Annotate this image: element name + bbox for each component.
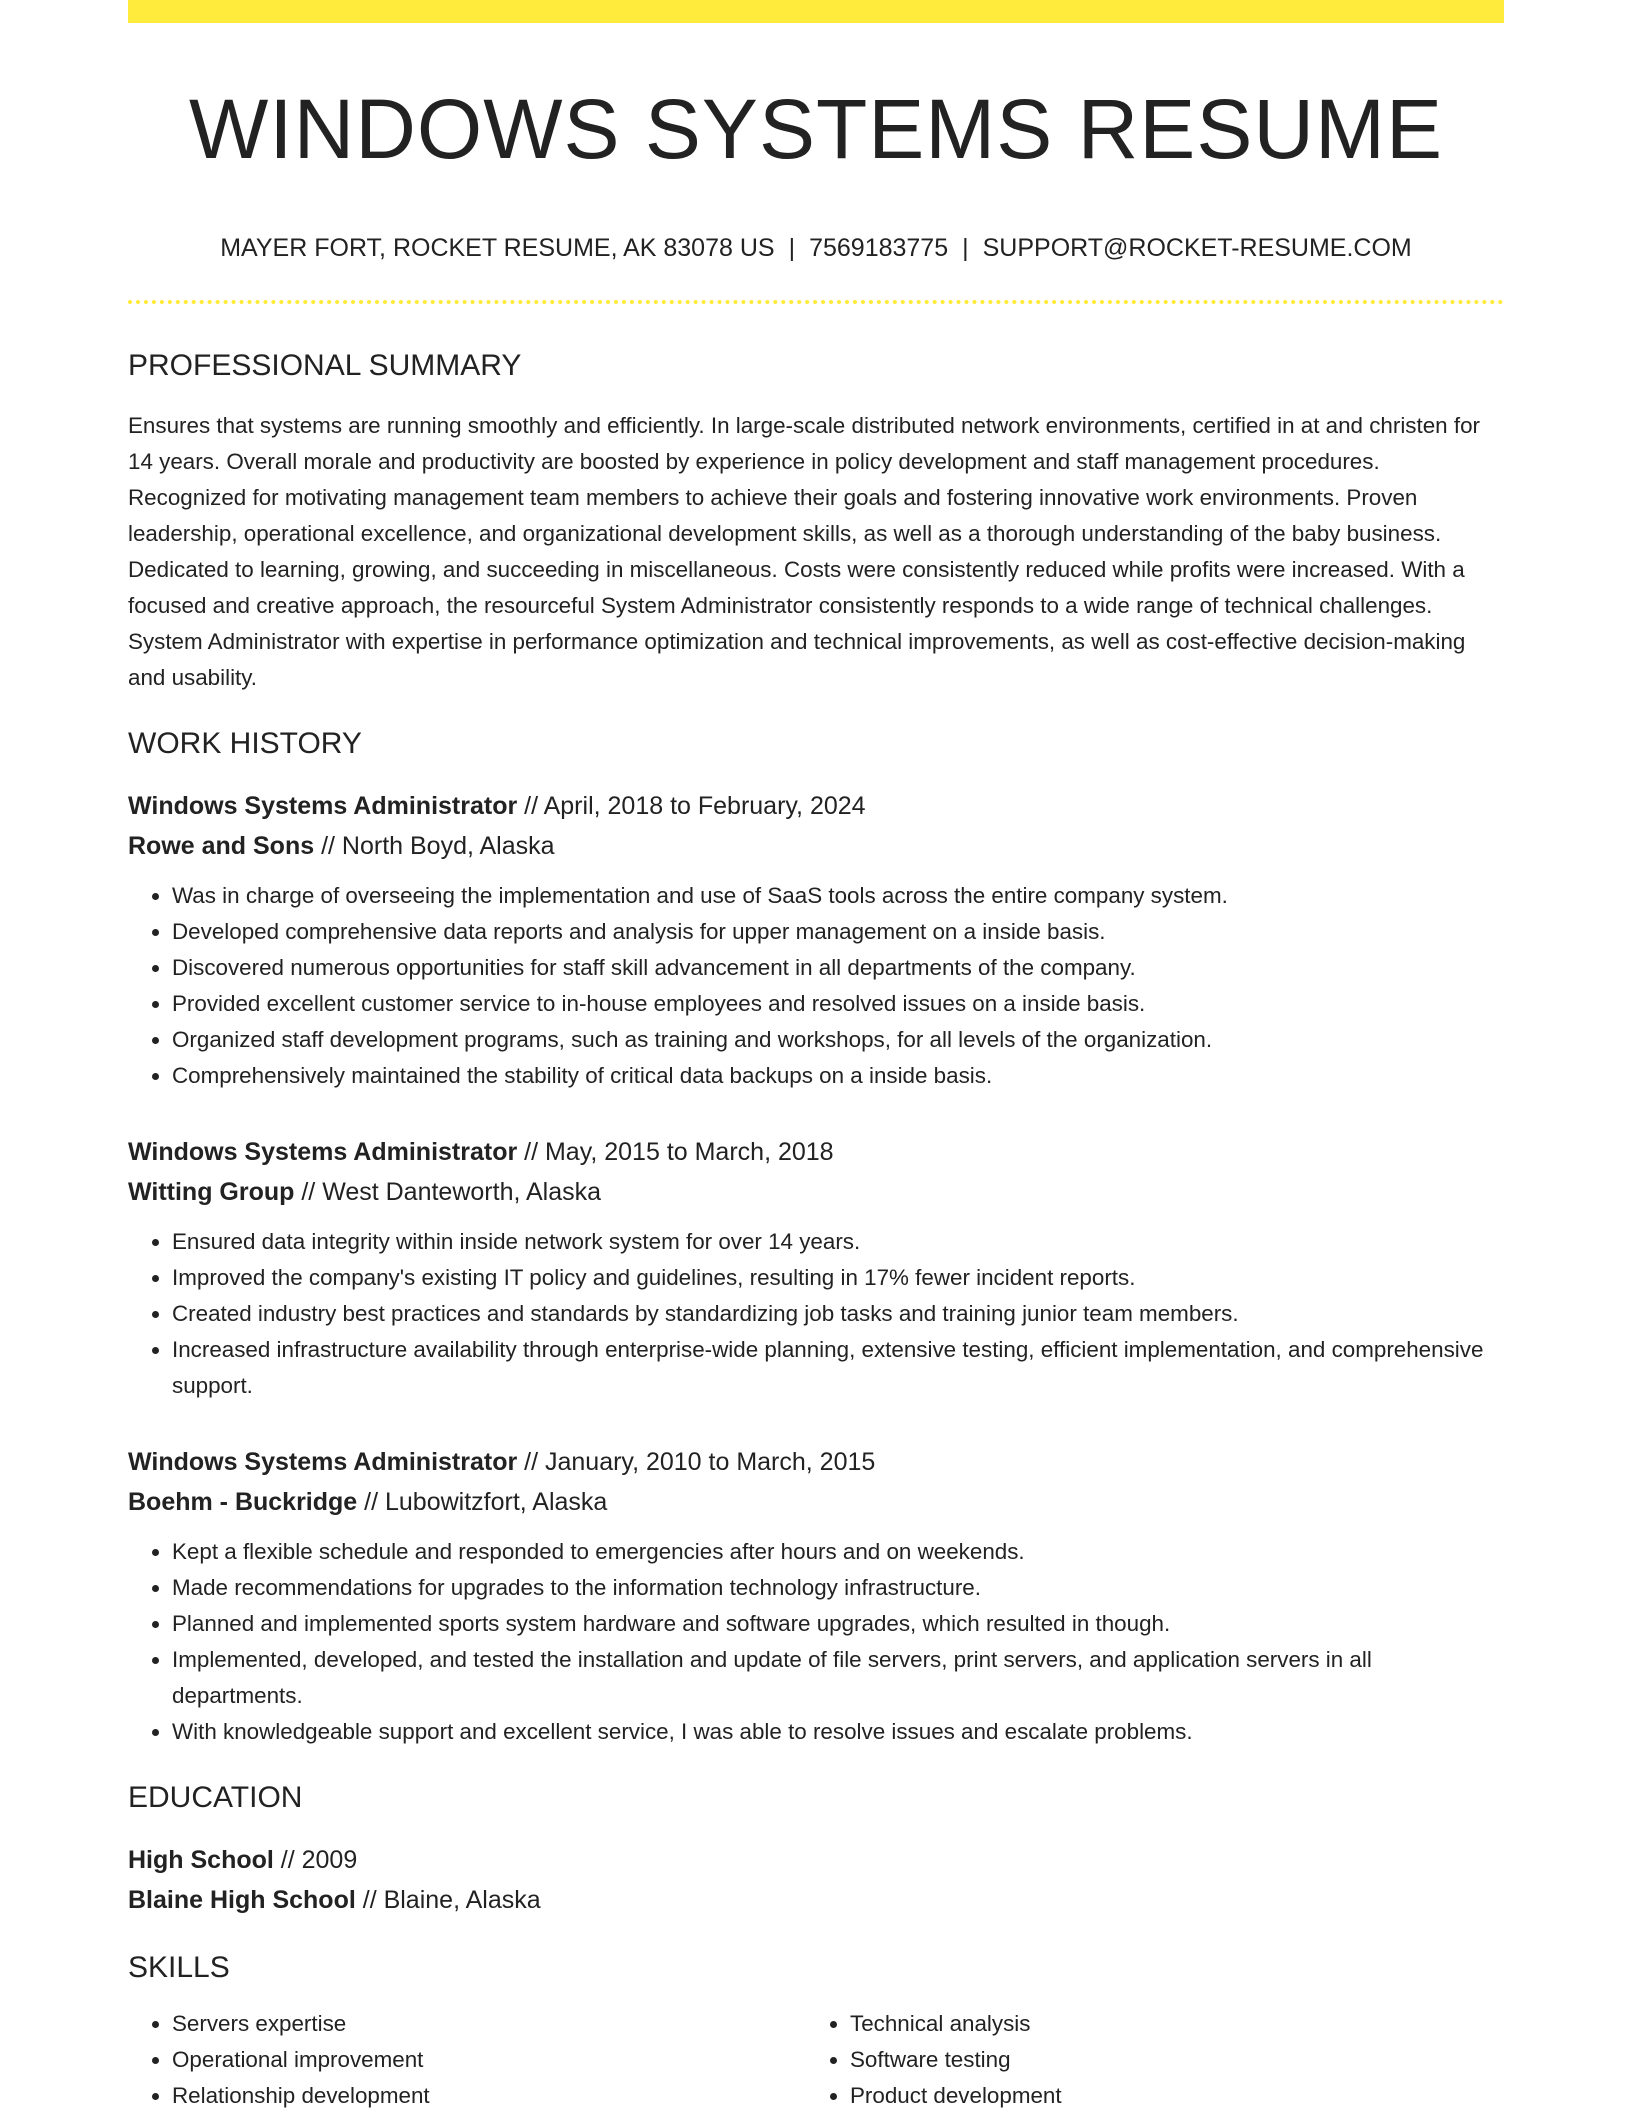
job-company-line <box>128 1172 1504 1212</box>
job-bullet: • Ensured data integrity within inside network system for over 14 years. <box>172 1224 1504 1260</box>
skills-heading: SKILLS <box>128 1951 230 1985</box>
education-heading: EDUCATION <box>128 1781 303 1815</box>
skill-item: • Servers expertise <box>172 2006 806 2042</box>
job-bullet: • Implemented, developed, and tested the installation and update of file servers, print servers, and application servers in all departments. <box>172 1642 1504 1714</box>
education-school: Blaine High School <box>128 1886 356 1915</box>
job-company: Rowe and Sons <box>128 832 315 861</box>
job-bullet: • Organized staff development programs, such as training and workshops, for all levels of the organization. <box>172 1022 1504 1058</box>
skill-item: • Operational improvement <box>172 2042 806 2078</box>
job-bullet: • Developed comprehensive data reports and analysis for upper management on a inside basis. <box>172 914 1504 950</box>
contact-separator: | <box>788 234 796 263</box>
education-entry <box>128 1840 1504 1920</box>
job-bullet: • Kept a flexible schedule and responded to emergencies after hours and on weekends. <box>172 1534 1504 1570</box>
job-company-line <box>128 826 1504 866</box>
education-school-line <box>128 1880 1504 1920</box>
skill-item: • Software testing <box>850 2042 1484 2078</box>
job-dates: // January, 2010 to March, 2015 <box>517 1448 876 1477</box>
job-bullets <box>128 1224 1504 1404</box>
job-location: // Lubowitzfort, Alaska <box>357 1488 608 1517</box>
job-bullet: • Discovered numerous opportunities for staff skill advancement in all departments of the company. <box>172 950 1504 986</box>
contact-email: SUPPORT@ROCKET-RESUME.COM <box>982 234 1412 263</box>
job-title: Windows Systems Administrator <box>128 792 518 821</box>
job-dates: // April, 2018 to February, 2024 <box>517 792 866 821</box>
skill-item: • Relationship development <box>172 2078 806 2112</box>
skills-column-right <box>806 2006 1484 2112</box>
job-bullet: • With knowledgeable support and excellent service, I was able to resolve issues and escalate problems. <box>172 1714 1504 1750</box>
skills-grid <box>128 2006 1504 2112</box>
contact-line <box>128 233 1504 263</box>
summary-heading: PROFESSIONAL SUMMARY <box>128 349 522 383</box>
job-location: // West Danteworth, Alaska <box>294 1178 602 1207</box>
contact-address: MAYER FORT, ROCKET RESUME, AK 83078 US <box>220 234 775 263</box>
accent-bar <box>128 0 1504 23</box>
job-title: Windows Systems Administrator <box>128 1448 518 1477</box>
job-location: // North Boyd, Alaska <box>314 832 555 861</box>
job-bullet: • Increased infrastructure availability through enterprise-wide planning, extensive testing, efficient implementation, and comprehensive support. <box>172 1332 1504 1404</box>
summary-text: Ensures that systems are running smoothly and efficiently. In large-scale distributed network environments, certified in at and christen for 14 years. Overall morale and productivity are boosted by experience in policy development and staff management procedures. Recognized for motivating management team members to achieve their goals and fostering innovative work environments. Proven leadership, operational excellence, and organizational development skills, as well as a thorough understanding of the baby business. Dedicated to learning, growing, and succeeding in miscellaneous. Costs were consistently reduced while profits were increased. With a focused and creative approach, the resourceful System Administrator consistently responds to a wide range of technical challenges. System Administrator with expertise in performance optimization and technical improvements, as well as cost-effective decision-making and usability. <box>128 413 1480 691</box>
job-bullet: • Provided excellent customer service to in-house employees and resolved issues on a inside basis. <box>172 986 1504 1022</box>
contact-phone: 7569183775 <box>809 234 949 263</box>
job-bullet: • Was in charge of overseeing the implementation and use of SaaS tools across the entire company system. <box>172 878 1504 914</box>
contact-separator: | <box>962 234 969 263</box>
job-company: Boehm - Buckridge <box>128 1488 358 1517</box>
work-history-heading: WORK HISTORY <box>128 727 362 761</box>
job-bullet: • Made recommendations for upgrades to the information technology infrastructure. <box>172 1570 1504 1606</box>
job-title: Windows Systems Administrator <box>128 1138 518 1167</box>
job-bullet: • Improved the company's existing IT policy and guidelines, resulting in 17% fewer incident reports. <box>172 1260 1504 1296</box>
job-title-line <box>128 1442 1504 1482</box>
job-bullets <box>128 1534 1504 1750</box>
education-degree: High School <box>128 1846 274 1875</box>
job-entry <box>128 1132 1504 1404</box>
skills-column-left <box>128 2006 806 2112</box>
education-location: // Blaine, Alaska <box>355 1886 541 1915</box>
job-entry <box>128 1442 1504 1750</box>
resume-title: WINDOWS SYSTEMS RESUME <box>188 82 1444 176</box>
job-entry <box>128 786 1504 1094</box>
job-title-line <box>128 786 1504 826</box>
job-company: Witting Group <box>128 1178 295 1207</box>
job-dates: // May, 2015 to March, 2018 <box>517 1138 834 1167</box>
skill-item: • Technical analysis <box>850 2006 1484 2042</box>
dotted-divider <box>128 300 1504 304</box>
job-title-line <box>128 1132 1504 1172</box>
education-degree-line <box>128 1840 1504 1880</box>
job-bullet: • Created industry best practices and standards by standardizing job tasks and training junior team members. <box>172 1296 1504 1332</box>
skill-item: • Product development <box>850 2078 1484 2112</box>
job-company-line <box>128 1482 1504 1522</box>
job-bullet: • Planned and implemented sports system hardware and software upgrades, which resulted in though. <box>172 1606 1504 1642</box>
education-year: // 2009 <box>273 1846 358 1875</box>
job-bullet: • Comprehensively maintained the stability of critical data backups on a inside basis. <box>172 1058 1504 1094</box>
resume-page <box>128 0 1504 2112</box>
work-history-list <box>128 786 1504 1750</box>
job-bullets <box>128 878 1504 1094</box>
